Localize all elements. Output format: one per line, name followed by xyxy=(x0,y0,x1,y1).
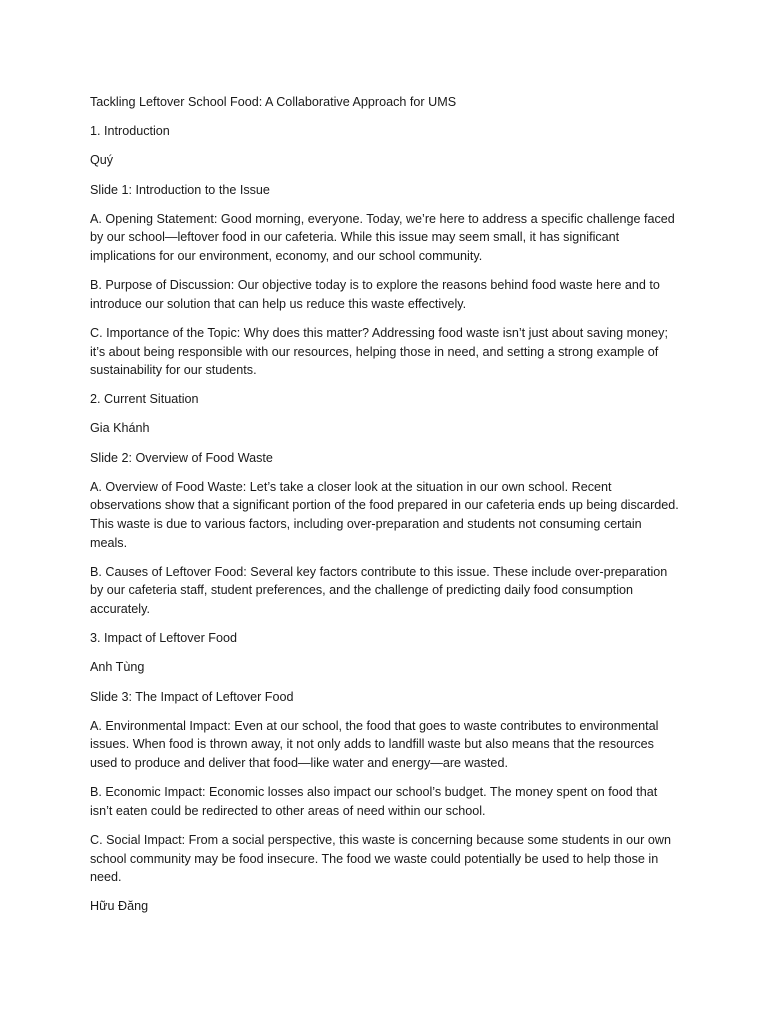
body-paragraph: B. Purpose of Discussion: Our objective today is to explore the reasons behind food waste here and to introduce our solution that can help us reduce this waste effectively. xyxy=(90,278,660,311)
slide-heading: Slide 1: Introduction to the Issue xyxy=(90,182,270,197)
section-heading-impact: 3. Impact of Leftover Food xyxy=(90,631,238,646)
body-paragraph: B. Economic Impact: Economic losses also impact our school’s budget. The money spent on food that isn’t eaten could be redirected to other areas of need within our school. xyxy=(90,785,658,818)
slide-heading: Slide 3: The Impact of Leftover Food xyxy=(90,689,294,704)
presenter-name: Hữu Đăng xyxy=(90,899,149,914)
body-paragraph: B. Causes of Leftover Food: Several key factors contribute to this issue. These include over-preparation by our cafeteria staff, student preferences, and the challenge of predicting daily food consumption accurately. xyxy=(90,564,668,616)
body-paragraph: C. Importance of the Topic: Why does this matter? Addressing food waste isn’t just about saving money; it’s about being responsible with our resources, helping those in need, and setting a strong example of sustainability for our students. xyxy=(90,325,668,378)
presenter-name: Quý xyxy=(90,153,114,168)
body-paragraph: A. Environmental Impact: Even at our school, the food that goes to waste contributes to environmental issues. When food is thrown away, it not only adds to landfill waste but also means that the resources used to produce and deliver that food—like water and energy—are wasted. xyxy=(90,718,659,770)
presenter-name: Anh Tùng xyxy=(90,660,145,675)
body-paragraph: A. Overview of Food Waste: Let’s take a closer look at the situation in our own school. Recent observations show that a significant portion of the food prepared in our cafeteria ends up being discarded. This waste is due to various factors, including over-preparation and students not consuming certain meals. xyxy=(90,479,679,550)
body-paragraph: C. Social Impact: From a social perspective, this waste is concerning because some students in our own school community may be food insecure. The food we waste could potentially be used to help those in need. xyxy=(90,832,671,885)
section-heading-introduction: 1. Introduction xyxy=(90,124,170,139)
document-title: Tackling Leftover School Food: A Collaborative Approach for UMS xyxy=(90,95,457,109)
section-heading-current-situation: 2. Current Situation xyxy=(90,392,199,407)
document-page xyxy=(90,93,680,926)
body-paragraph: A. Opening Statement: Good morning, everyone. Today, we’re here to address a specific challenge faced by our school—leftover food in our cafeteria. While this issue may seem small, it has significant implications for our environment, economy, and our school community. xyxy=(90,211,675,263)
presenter-name: Gia Khánh xyxy=(90,421,150,436)
slide-heading: Slide 2: Overview of Food Waste xyxy=(90,450,273,465)
